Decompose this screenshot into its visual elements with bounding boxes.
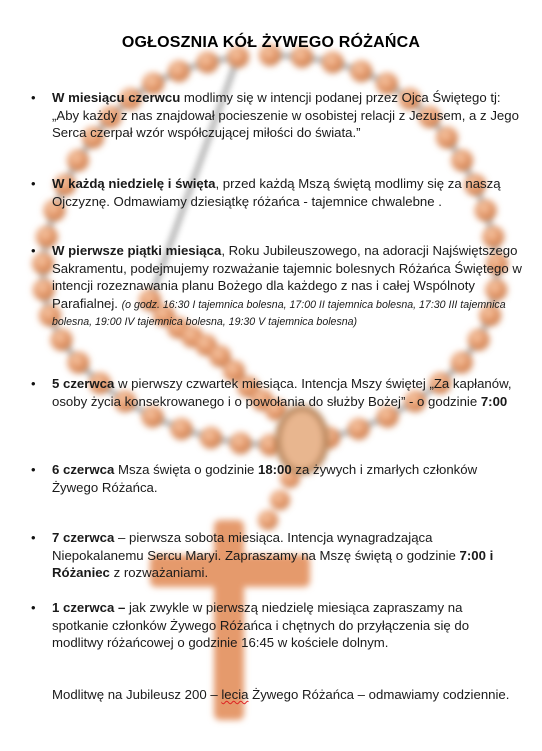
announcement-item-june-1 [31, 599, 522, 652]
item-time: 18:00 [258, 462, 292, 477]
footer-misspelled-word: lecia [221, 687, 249, 702]
announcement-item-first-fridays [31, 242, 522, 330]
bullet: • [31, 243, 36, 258]
item-text: , Roku Jubileuszowego, na adoracji Najświętszego Sakramentu, podejmujemy rozważanie tajemnic bolesnych Różańca Świętego w intencji rozeznawania planu Bożego dla każdego z nas i całej Wspólnoty Parafialnej. [52, 243, 522, 311]
announcement-item-june-7 [31, 529, 522, 582]
item-text: , przed każdą Mszą świętą modlimy się za naszą Ojczyznę. Odmawiamy dziesiątkę różańca - tajemnice chwalebne . [52, 176, 501, 209]
item-text: w pierwszy czwartek miesiąca. Intencja Mszy świętej „Za kapłanów, osoby życia konsekrowanego i o powołania do służby Bożej” - o godzinie [52, 376, 512, 409]
item-text-2: za żywych i zmarłych członków Żywego Różańca. [52, 462, 478, 495]
bullet: • [31, 90, 36, 105]
item-text-2: z rozważaniami. [109, 565, 209, 580]
item-heading: 5 czerwca [52, 376, 115, 391]
bullet: • [31, 176, 36, 191]
jubilee-prayer-note [52, 686, 522, 704]
announcement-item-june-intention [31, 89, 522, 142]
bullet: • [31, 376, 36, 391]
item-heading: 7 czerwca [52, 530, 115, 545]
bullet: • [31, 600, 36, 615]
announcement-item-june-6 [31, 461, 522, 496]
announcement-item-june-5 [31, 375, 522, 410]
item-text: modlimy się w intencji podanej przez Ojca Świętego tj: „Aby każdy z nas znajdował pocieszenie w osobistej relacji z Jezusem, a z Jego Serca czerpał wzór współczującej miłości do świata.” [52, 90, 519, 140]
item-heading: W miesiącu czerwcu [52, 90, 181, 105]
footer-text-2: Żywego Różańca – odmawiamy codziennie. [248, 687, 510, 702]
announcement-item-sundays [31, 175, 522, 210]
bullet: • [31, 462, 36, 477]
item-heading: 1 czerwca – [52, 600, 126, 615]
item-heading: 6 czerwca [52, 462, 115, 477]
item-text: Msza święta o godzinie [114, 462, 258, 477]
item-time: 7:00 i Różaniec [52, 547, 494, 580]
item-hours-note: (o godz. 16:30 I tajemnica bolesna, 17:00 II tajemnica bolesna, 17:30 III tajemnica bolesna, 19:00 IV tajemnica bolesna, 19:30 V tajemnica bolesna) [52, 298, 506, 328]
item-time: 7:00 [480, 393, 508, 409]
item-heading: W pierwsze piątki miesiąca [52, 243, 222, 258]
item-text: – pierwsza sobota miesiąca. Intencja wynagradzająca Niepokalanemu Sercu Maryi. Zapraszamy na Mszę świętą o godzinie [52, 530, 460, 563]
page-title: OGŁOSZNIA KÓŁ ŻYWEGO RÓŻAŃCA [121, 34, 421, 51]
item-text: jak zwykle w pierwszą niedzielę miesiąca zapraszamy na spotkanie członków Żywego Różańca i chętnych do przyłączenia się do modlitwy różańcowej o godzinie 16:45 w kościele dolnym. [52, 600, 470, 650]
item-heading: W każdą niedzielę i święta [52, 176, 216, 191]
footer-text: Modlitwę na Jubileusz 200 – [52, 687, 222, 702]
bullet: • [31, 530, 36, 545]
